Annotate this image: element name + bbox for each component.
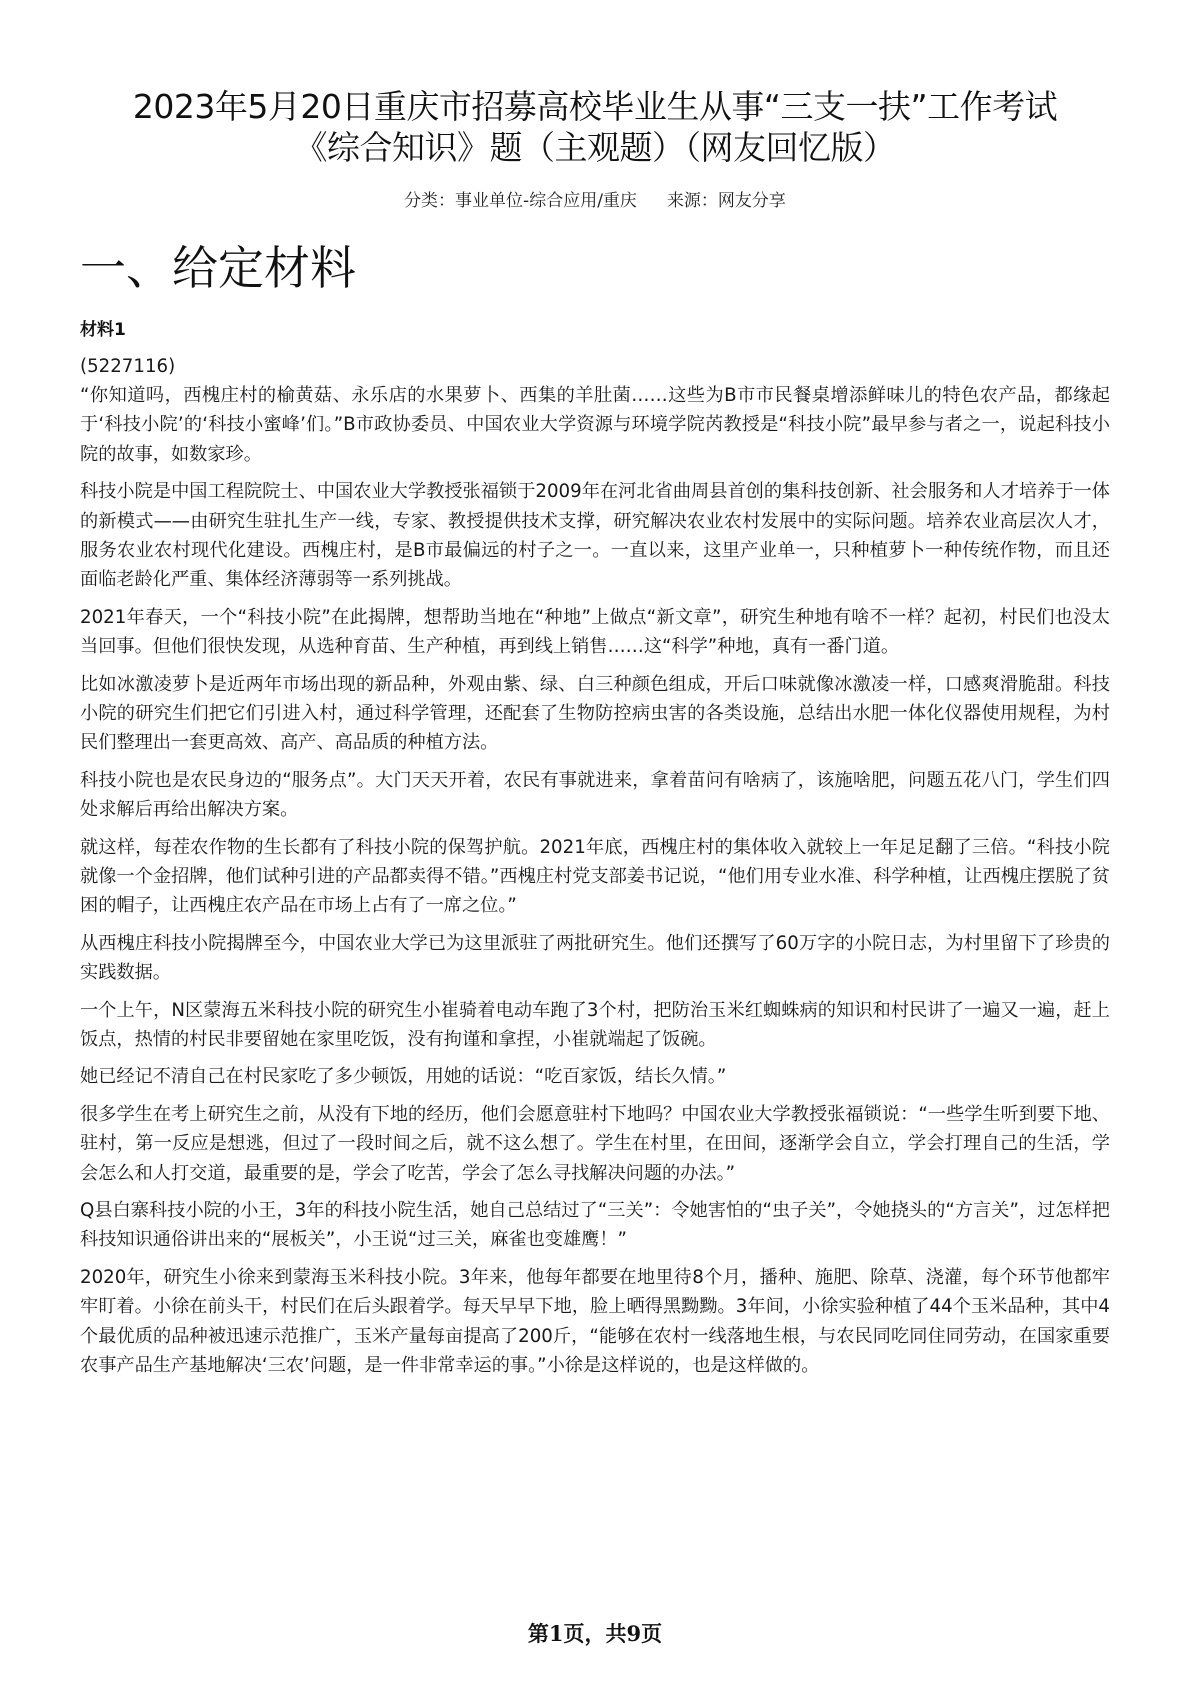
paragraph: 比如冰激凌萝卜是近两年市场出现的新品种，外观由紫、绿、白三种颜色组成，开后口味就像冰激凌一样，口感爽滑脆甜。科技小院的研究生们把它们引进入村，通过科学管理，还配套了生物防控病虫害的各类设施，总结出水肥一体化仪器使用规程，为村民们整理出一套更高效、高产、高品质的种植方法。 [80, 673, 1110, 753]
title-line-1: 2023年5月20日重庆市招募高校毕业生从事“三支一扶”工作考试 [132, 87, 1058, 126]
document-title [60, 86, 1130, 168]
paragraph: “你知道吗，西槐庄村的榆黄菇、永乐店的水果萝卜、西集的羊肚菌……这些为B市市民餐桌增添鲜味儿的特色农产品，都缘起于‘科技小院’的‘科技小蜜峰’们。”B市政协委员、中国农业大学资源与环境学院芮教授是“科技小院”最早参与者之一，说起科技小院的故事，如数家珍。 [80, 385, 1110, 465]
section-heading: 一、给定材料 [80, 241, 356, 295]
page-number-footer: 第1页，共9页 [527, 1621, 663, 1646]
paragraph: 就这样，每茬农作物的生长都有了科技小院的保驾护航。2021年底，西槐庄村的集体收入就较上一年足足翻了三倍。“科技小院就像一个金招牌，他们试种引进的产品都卖得不错。”西槐庄村党支部姜书记说，“他们用专业水准、科学种植，让西槐庄摆脱了贫困的帽子，让西槐庄农产品在市场上占有了一席之位。” [80, 836, 1110, 916]
paragraph: 2021年春天，一个“科技小院”在此揭牌，想帮助当地在“种地”上做点“新文章”，研究生种地有啥不一样？起初，村民们也没太当回事。但他们很快发现，从选种育苗、生产种植，再到线上销售……这“科学”种地，真有一番门道。 [80, 606, 1110, 657]
paragraph: 一个上午，N区蒙海五米科技小院的研究生小崔骑着电动车跑了3个村，把防治玉米红蜘蛛病的知识和村民讲了一遍又一遍，赶上饭点，热情的村民非要留她在家里吃饭，没有拘谨和拿捏，小崔就端起了饭碗。 [80, 999, 1110, 1050]
material-code: (5227116) [80, 356, 176, 377]
paragraph: 她已经记不清自己在村民家吃了多少顿饭，用她的话说：“吃百家饭，结长久情。” [80, 1066, 727, 1088]
paragraph: 科技小院是中国工程院院士、中国农业大学教授张福锁于2009年在河北省曲周县首创的集科技创新、社会服务和人才培养于一体的新模式——由研究生驻扎生产一线，专家、教授提供技术支撑，研究解决农业农村发展中的实际问题。培养农业高层次人才，服务农业农村现代化建设。西槐庄村，是B市最偏远的村子之一。一直以来，这里产业单一，只种植萝卜一种传统作物，而且还面临老龄化严重、集体经济薄弱等一系列挑战。 [80, 481, 1110, 590]
paragraph: 2020年，研究生小徐来到蒙海玉米科技小院。3年来，他每年都要在地里待8个月，播种、施肥、除草、浇灌，每个环节他都牢牢盯着。小徐在前头干，村民们在后头跟着学。每天早早下地，脸上晒得黑黝黝。3年间，小徐实验种植了44个玉米品种，其中4个最优质的品种被迅速示范推广，玉米产量每亩提高了200斤，“能够在农村一线落地生根，与农民同吃同住同劳动，在国家重要农事产品生产基地解决‘三农’问题，是一件非常幸运的事。”小徐是这样说的，也是这样做的。 [80, 1267, 1110, 1376]
paragraph: Q县白寨科技小院的小王，3年的科技小院生活，她自己总结过了“三关”：令她害怕的“虫子关”，令她挠头的“方言关”，过怎样把科技知识通俗讲出来的“展板关”，小王说“过三关，麻雀也变雄鹰！” [80, 1200, 1110, 1251]
document-meta [60, 186, 1130, 211]
source-label: 来源：网友分享 [666, 191, 786, 211]
material-label: 材料1 [80, 320, 126, 340]
paragraph: 从西槐庄科技小院揭牌至今，中国农业大学已为这里派驻了两批研究生。他们还撰写了60万字的小院日志，为村里留下了珍贵的实践数据。 [80, 932, 1110, 983]
material-body [80, 352, 1110, 1389]
paragraph: 很多学生在考上研究生之前，从没有下地的经历，他们会愿意驻村下地吗？中国农业大学教授张福锁说：“一些学生听到要下地、驻村，第一反应是想逃，但过了一段时间之后，就不这么想了。学生在村里，在田间，逐渐学会自立，学会打理自己的生活，学会怎么和人打交道，最重要的是，学会了吃苦，学会了怎么寻找解决问题的办法。” [80, 1104, 1110, 1184]
title-line-2: 《综合知识》题（主观题）（网友回忆版） [294, 128, 896, 167]
category-label: 分类：事业单位-综合应用/重庆 [404, 191, 637, 211]
paragraph: 科技小院也是农民身边的“服务点”。大门天天开着，农民有事就进来，拿着苗问有啥病了，该施啥肥，问题五花八门，学生们四处求解后再给出解决方案。 [80, 769, 1110, 820]
